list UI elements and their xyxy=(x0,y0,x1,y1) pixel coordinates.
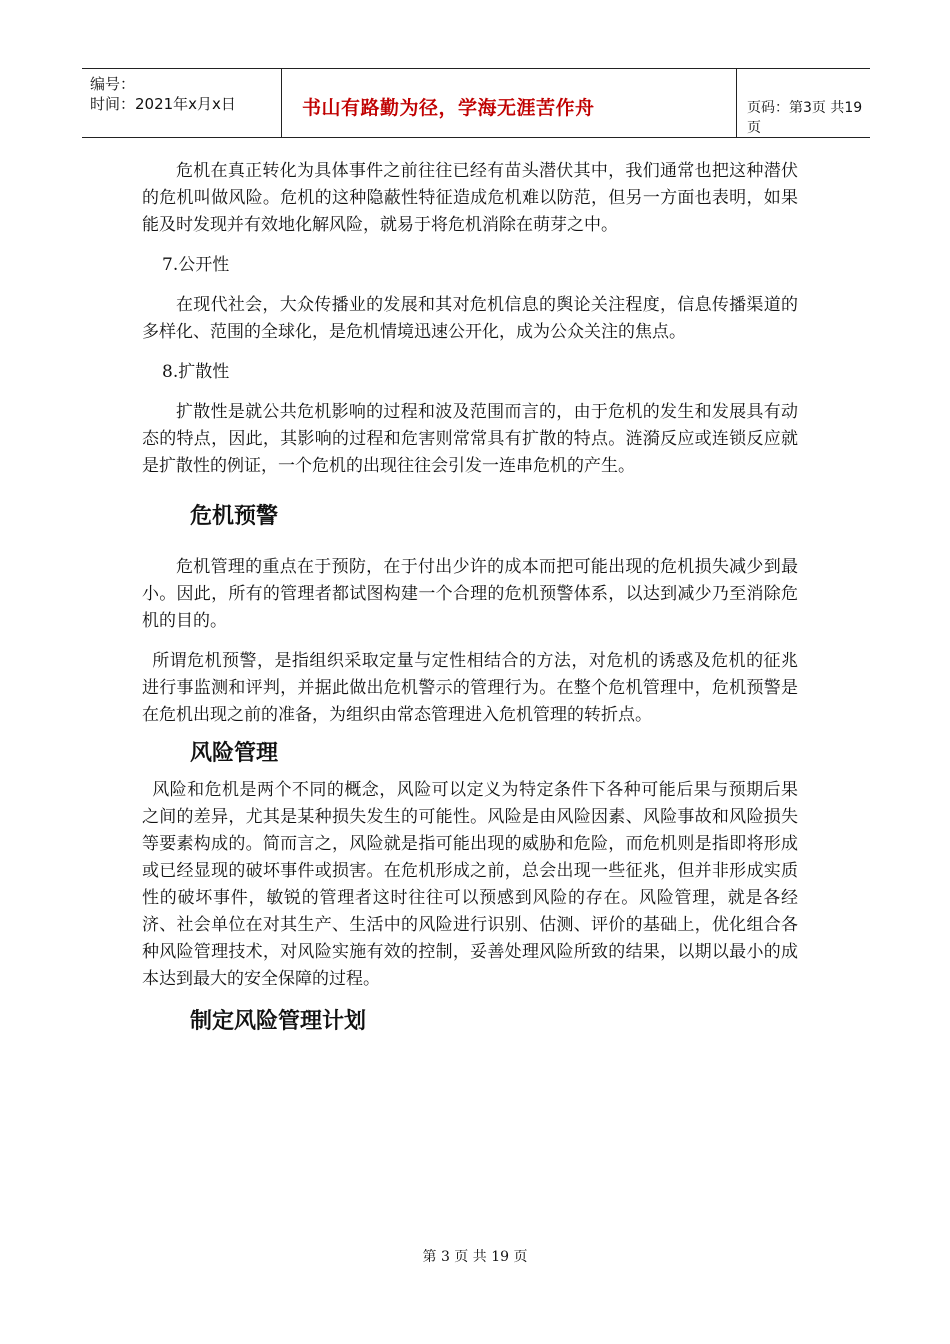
paragraph: 在现代社会，大众传播业的发展和其对危机信息的舆论关注程度，信息传播渠道的多样化、范围的全球化，是危机情境迅速公开化，成为公众关注的焦点。 xyxy=(142,295,798,342)
section-heading: 制定风险管理计划 xyxy=(190,1009,367,1034)
document-time-label: 时间：2021年x月x日 xyxy=(90,95,236,113)
section-heading: 危机预警 xyxy=(190,504,279,529)
paragraph: 风险和危机是两个不同的概念，风险可以定义为特定条件下各种可能后果与预期后果之间的差异，尤其是某种损失发生的可能性。风险是由风险因素、风险事故和风险损失等要素构成的。简而言之，风险就是指可能出现的威胁和危险，而危机则是指即将形成或已经显现的破坏事件或损害。在危机形成之前，总会出现一些征兆，但并非形成实质性的破坏事件，敏锐的管理者这时往往可以预感到风险的存在。风险管理，就是各经济、社会单位在对其生产、生活中的风险进行识别、估测、评价的基础上，优化组合各种风险管理技术，对风险实施有效的控制，妥善处理风险所致的结果，以期以最小的成本达到最大的安全保障的过程。 xyxy=(142,780,798,989)
header-page-label: 页码：第3页 共19页 xyxy=(747,100,863,136)
header-info-cell xyxy=(82,69,282,137)
section-heading: 风险管理 xyxy=(190,741,279,766)
paragraph: 危机在真正转化为具体事件之前往往已经有苗头潜伏其中，我们通常也把这种潜伏的危机叫做风险。危机的这种隐蔽性特征造成危机难以防范，但另一方面也表明，如果能及时发现并有效地化解风险，就易于将危机消除在萌芽之中。 xyxy=(142,161,798,235)
page-footer: 第 3 页 共 19 页 xyxy=(422,1249,528,1265)
page-header xyxy=(82,68,870,138)
paragraph: 扩散性是就公共危机影响的过程和波及范围而言的，由于危机的发生和发展具有动态的特点，因此，其影响的过程和危害则常常具有扩散的特点。涟漪反应或连锁反应就是扩散性的例证，一个危机的出现往往会引发一连串危机的产生。 xyxy=(142,402,798,476)
document-body xyxy=(142,158,798,1037)
document-number-label: 编号： xyxy=(90,75,136,93)
list-item-heading: 8.扩散性 xyxy=(162,362,230,382)
header-motto: 书山有路勤为径，学海无涯苦作舟 xyxy=(302,97,595,119)
paragraph: 危机管理的重点在于预防，在于付出少许的成本而把可能出现的危机损失减少到最小。因此，所有的管理者都试图构建一个合理的危机预警体系，以达到减少乃至消除危机的目的。 xyxy=(142,557,798,631)
header-page-cell xyxy=(737,69,870,137)
header-motto-cell xyxy=(282,69,737,137)
paragraph: 所谓危机预警，是指组织采取定量与定性相结合的方法，对危机的诱惑及危机的征兆进行事监测和评判，并据此做出危机警示的管理行为。在整个危机管理中，危机预警是在危机出现之前的准备，为组织由常态管理进入危机管理的转折点。 xyxy=(142,651,798,725)
list-item-heading: 7.公开性 xyxy=(162,255,230,275)
